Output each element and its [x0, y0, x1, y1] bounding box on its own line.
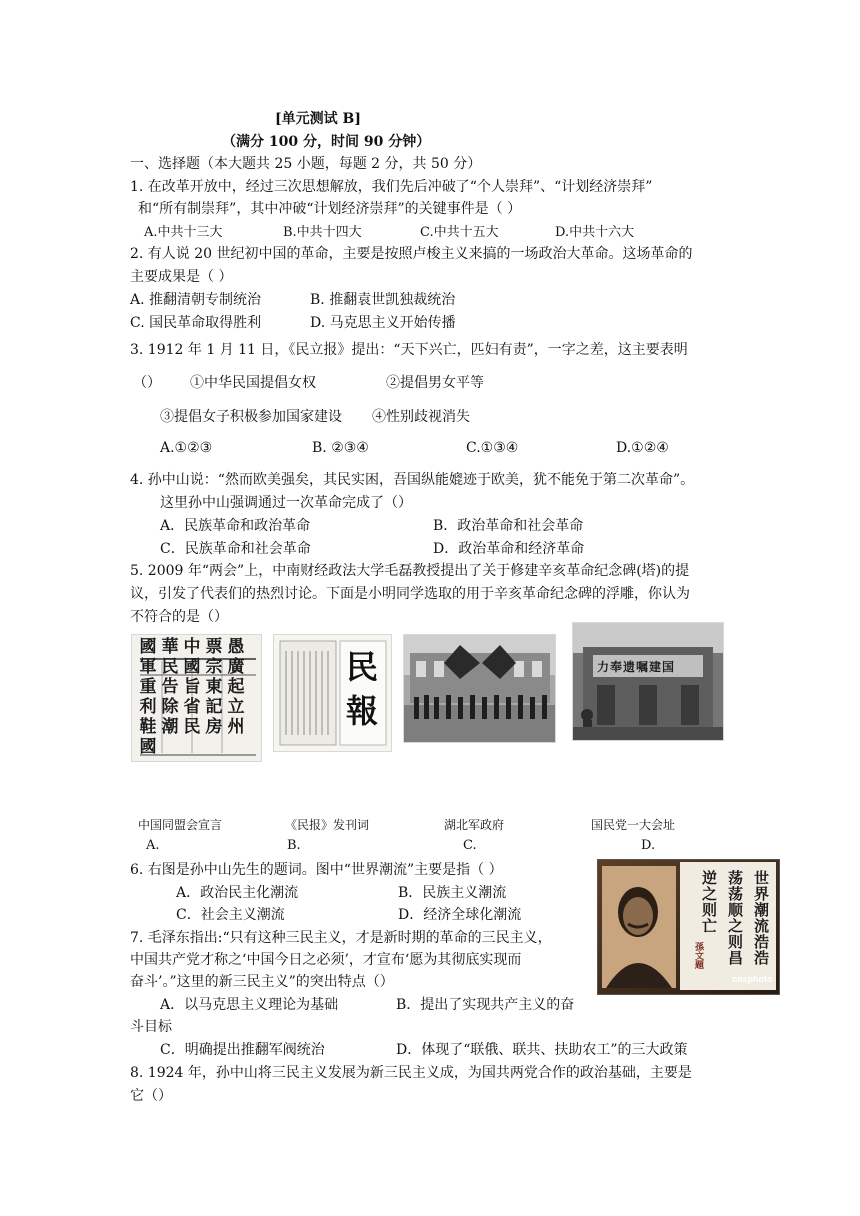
newspaper-char: 華	[161, 637, 181, 657]
q5-caption-c: 湖北军政府	[444, 818, 505, 832]
photo-kmt-congress-site	[572, 622, 724, 741]
q7-stem-line3: 奋斗’。”这里的新三民主义”的突出特点（）	[130, 974, 394, 990]
q3-item-4: ④性别歧视消失	[372, 409, 470, 425]
newspaper-char: 省	[183, 697, 203, 717]
newspaper-char: 利	[139, 697, 159, 717]
q4-stem-line1: 4. 孙中山说：“然而欧美强矣，其民实困，吾国纵能媲迹于欧美，犹不能免于第二次革命”。	[130, 472, 695, 488]
photo-sun-yatsen-inscription	[597, 859, 780, 995]
q3-item-1: ①中华民国提倡女权	[190, 375, 316, 391]
newspaper-char: 廣	[227, 657, 247, 677]
minbao-title: 民報	[346, 648, 379, 730]
q2-stem-line1: 2. 有人说 20 世纪初中国的革命，主要是按照卢梭主义来搞的一场政治大革命。这场革命的	[130, 246, 693, 262]
q5-stem-line1: 5. 2009 年“两会”上，中南财经政法大学毛磊教授提出了关于修建辛亥革命纪念碑(塔)的提	[130, 563, 690, 579]
q7-option-b-line2: 斗目标	[130, 1019, 172, 1035]
cnsphoto-watermark: cnsphoto	[732, 974, 773, 984]
photo1-newspaper-text	[138, 637, 256, 757]
q2-option-d: D. 马克思主义开始传播	[310, 315, 456, 331]
section-heading: 一、选择题（本大题共 25 小题，每题 2 分，共 50 分）	[130, 156, 482, 172]
q5-stem-line2: 议，引发了代表们的热烈讨论。下面是小明同学选取的用于辛亥革命纪念碑的浮雕，你认为	[130, 586, 690, 602]
q5-caption-d: 国民党一大会址	[591, 818, 676, 832]
q3-option-c: C.①③④	[466, 440, 519, 456]
q6-option-a: A．政治民主化潮流	[176, 885, 299, 901]
q5-letter-a: A.	[146, 838, 160, 853]
q2-option-b: B. 推翻袁世凯独裁统治	[310, 292, 456, 308]
q7-option-d: D．体现了“联俄、联共、扶助农工”的三大政策	[396, 1042, 688, 1058]
newspaper-char: 立	[227, 697, 247, 717]
q5-letter-b: B.	[287, 838, 301, 853]
q3-item-2: ②提倡男女平等	[386, 375, 484, 391]
photo4-plaque-text: 力奉遗嘱建国	[597, 660, 676, 674]
q6-option-c: C．社会主义潮流	[176, 907, 285, 923]
newspaper-char: 重	[139, 677, 159, 697]
q3-option-a: A.①②③	[160, 440, 213, 456]
newspaper-char: 國	[183, 657, 203, 677]
q5-stem-line3: 不符合的是（）	[130, 609, 228, 625]
calligraphy-column: 荡荡顺之则昌	[726, 870, 744, 966]
q2-option-c: C. 国民革命取得胜利	[130, 315, 262, 331]
q7-stem-line1: 7. 毛泽东指出:“只有这种三民主义，才是新时期的革命的三民主义，	[130, 930, 552, 946]
q4-option-c: C．民族革命和社会革命	[160, 541, 311, 557]
q7-option-c: C．明确提出推翻军阀统治	[160, 1042, 325, 1058]
q5-letter-c: C.	[463, 838, 477, 853]
q4-stem-line2: 这里孙中山强调通过一次革命完成了（）	[160, 495, 412, 511]
q5-caption-a: 中国同盟会宣言	[138, 818, 223, 832]
q1-option-a: A.中共十三大	[144, 225, 223, 240]
newspaper-char: 國	[139, 737, 159, 757]
newspaper-char: 宗	[205, 657, 225, 677]
photo-minbao-issue	[273, 634, 392, 752]
q1-option-d: D.中共十六大	[555, 225, 635, 240]
q6-option-b: B．民族主义潮流	[398, 885, 507, 901]
q4-option-d: D．政治革命和经济革命	[433, 541, 585, 557]
newspaper-char: 民	[183, 717, 203, 737]
q3-item-3: ③提倡女子积极参加国家建设	[160, 409, 342, 425]
photo-hubei-military-government	[403, 634, 556, 743]
q3-option-d: D.①②④	[616, 440, 669, 456]
photo-tongmenghui-manifesto	[131, 634, 262, 762]
q7-option-b-line1: B．提出了实现共产主义的奋	[396, 997, 575, 1013]
page-title: [单元测试 B]	[275, 111, 361, 127]
inscription-signature: 孫文題	[693, 942, 703, 969]
newspaper-char: 潮	[161, 717, 181, 737]
q8-stem-line2: 它（）	[130, 1088, 172, 1104]
q4-option-a: A．民族革命和政治革命	[160, 518, 311, 534]
newspaper-char: 房	[205, 717, 225, 737]
calligraphy-column: 逆之则亡	[700, 870, 718, 934]
newspaper-char: 旨	[183, 677, 203, 697]
q1-stem-line1: 1. 在改革开放中，经过三次思想解放，我们先后冲破了“个人崇拜”、“计划经济崇拜”	[130, 179, 653, 195]
newspaper-char: 國	[139, 637, 159, 657]
calligraphy-column: 世界潮流浩浩	[752, 870, 770, 966]
q7-stem-line2: 中国共产党才称之‘中国今日之必须’，才宣布‘愿为其彻底实现而	[130, 952, 522, 968]
newspaper-char: 中	[183, 637, 203, 657]
q8-stem-line1: 8. 1924 年，孙中山将三民主义发展为新三民主义成，为国共两党合作的政治基础，主要是	[130, 1065, 692, 1081]
newspaper-char: 記	[205, 697, 225, 717]
newspaper-char: 除	[161, 697, 181, 717]
q6-stem-line1: 6. 右图是孙中山先生的题词。图中“世界潮流”主要是指（ ）	[130, 862, 503, 878]
q7-option-a: A．以马克思主义理论为基础	[160, 997, 339, 1013]
newspaper-char: 軍	[139, 657, 159, 677]
q5-caption-b: 《民报》发刊词	[285, 818, 370, 832]
q4-option-b: B．政治革命和社会革命	[433, 518, 584, 534]
q5-letter-d: D.	[641, 838, 656, 853]
newspaper-char: 告	[161, 677, 181, 697]
q3-stem-line1: 3. 1912 年 1 月 11 日，《民立报》提出：“天下兴亡，匹妇有责”，一字之差，这主要表明	[130, 342, 688, 358]
q1-stem-line2: 和“所有制崇拜”，其中冲破“计划经济崇拜”的关键事件是（ ）	[138, 201, 522, 217]
q1-option-c: C.中共十五大	[420, 225, 499, 240]
q3-option-b: B. ②③④	[312, 440, 369, 456]
q6-option-d: D．经济全球化潮流	[398, 907, 522, 923]
q2-stem-line2: 主要成果是（ ）	[130, 269, 233, 285]
newspaper-char: 東	[205, 677, 225, 697]
q2-option-a: A. 推翻清朝专制统治	[130, 292, 262, 308]
q3-paren: （）	[133, 375, 161, 391]
newspaper-char: 民	[161, 657, 181, 677]
newspaper-char: 州	[227, 717, 247, 737]
q1-option-b: B.中共十四大	[283, 225, 362, 240]
page-subtitle: （满分 100 分，时间 90 分钟）	[222, 134, 431, 150]
newspaper-char: 鞋	[139, 717, 159, 737]
newspaper-char: 起	[227, 677, 247, 697]
newspaper-char: 票	[205, 637, 225, 657]
newspaper-char: 愚	[227, 637, 247, 657]
